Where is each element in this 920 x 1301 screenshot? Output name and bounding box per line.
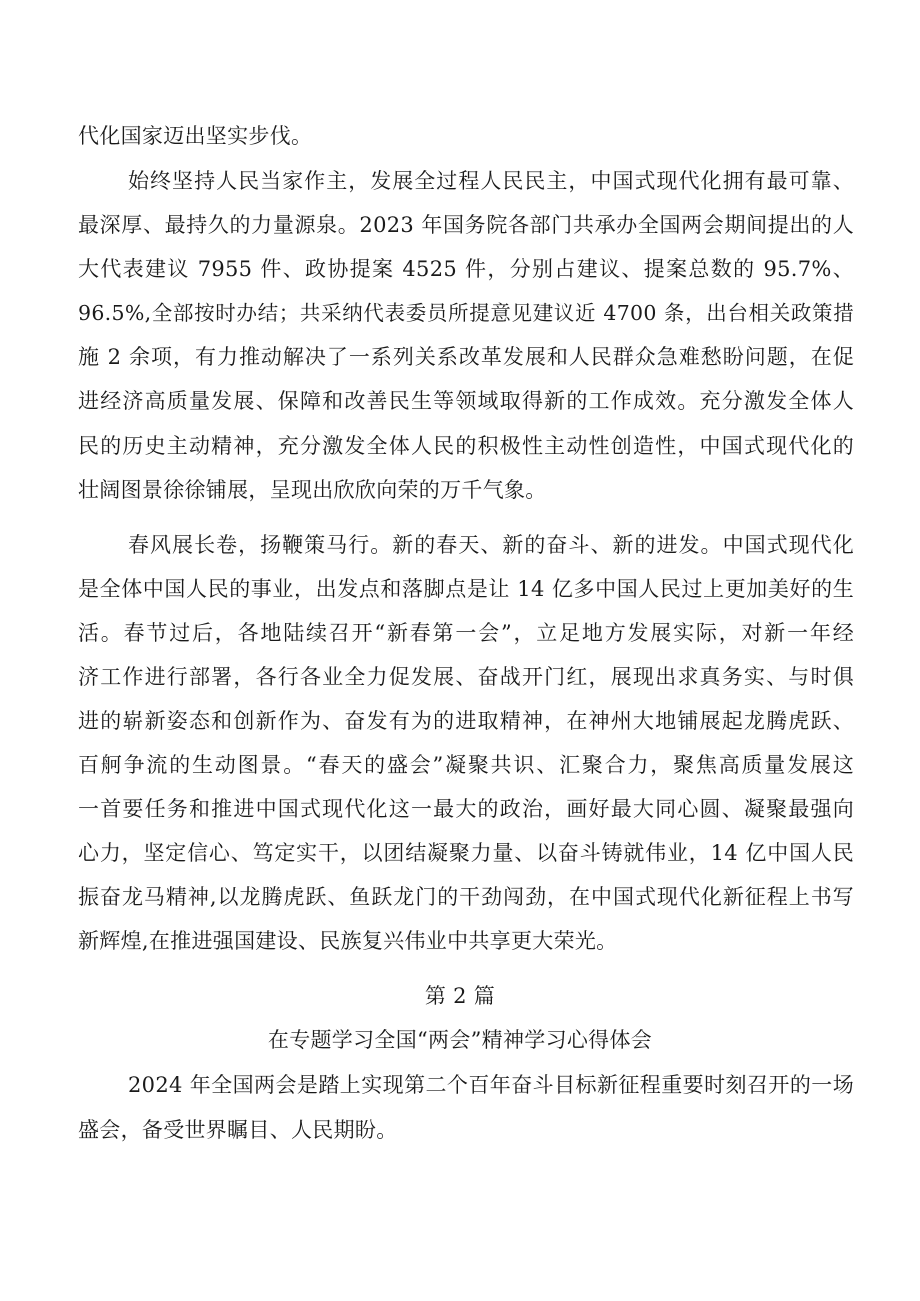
paragraph-4-line-1: 2024 年全国两会是踏上实现第二个百年奋斗目标新征程重要时刻召开的一场 xyxy=(128,1073,854,1097)
paragraph-2-line-1: 始终坚持人民当家作主，发展全过程人民民主，中国式现代化拥有最可靠、 xyxy=(128,169,854,193)
paragraph-3-line-6: 百舸争流的生动图景。“春天的盛会”凝聚共识、汇聚合力，聚焦高质量发展这 xyxy=(78,753,854,777)
paragraph-2-line-8: 壮阔图景徐徐铺展，呈现出欣欣向荣的万千气象。 xyxy=(78,478,547,502)
paragraph-2-line-2: 最深厚、最持久的力量源泉。2023 年国务院各部门共承办全国两会期间提出的人 xyxy=(78,213,854,237)
paragraph-2-line-3: 大代表建议 7955 件、政协提案 4525 件，分别占建议、提案总数的 95.7%、 xyxy=(78,257,854,281)
paragraph-2-line-5: 施 2 余项，有力推动解决了一系列关系改革发展和人民群众急难愁盼问题，在促 xyxy=(78,345,854,369)
section-number: 第 2 篇 xyxy=(424,984,496,1008)
paragraph-4-line-2: 盛会，备受世界瞩目、人民期盼。 xyxy=(78,1118,398,1142)
paragraph-2-line-6: 进经济高质量发展、保障和改善民生等领域取得新的工作成效。充分激发全体人 xyxy=(78,389,854,413)
paragraph-3-line-5: 进的崭新姿态和创新作为、奋发有为的进取精神，在神州大地铺展起龙腾虎跃、 xyxy=(78,709,854,733)
paragraph-3-line-4: 济工作进行部署，各行各业全力促发展、奋战开门红，展现出求真务实、与时俱 xyxy=(78,665,854,689)
paragraph-3-line-1: 春风展长卷，扬鞭策马行。新的春天、新的奋斗、新的进发。中国式现代化 xyxy=(128,533,854,557)
paragraph-3-line-7: 一首要任务和推进中国式现代化这一最大的政治，画好最大同心圆、凝聚最强向 xyxy=(78,797,854,821)
paragraph-2-line-7: 民的历史主动精神，充分激发全体人民的积极性主动性创造性，中国式现代化的 xyxy=(78,434,854,458)
section-title: 在专题学习全国“两会”精神学习心得体会 xyxy=(267,1028,653,1052)
paragraph-2-line-4: 96.5%,全部按时办结；共采纳代表委员所提意见建议近 4700 条，出台相关政策措 xyxy=(78,301,854,325)
paragraph-3-line-9: 振奋龙马精神,以龙腾虎跃、鱼跃龙门的干劲闯劲，在中国式现代化新征程上书写 xyxy=(78,885,854,909)
paragraph-3-line-10: 新辉煌,在推进强国建设、民族复兴伟业中共享更大荣光。 xyxy=(78,929,618,953)
paragraph-1-line-1: 代化国家迈出坚实步伐。 xyxy=(78,124,313,148)
paragraph-3-line-3: 活。春节过后，各地陆续召开“新春第一会”，立足地方发展实际，对新一年经 xyxy=(78,621,854,645)
paragraph-3-line-2: 是全体中国人民的事业，出发点和落脚点是让 14 亿多中国人民过上更加美好的生 xyxy=(78,577,854,601)
paragraph-3-line-8: 心力，坚定信心、笃定实干，以团结凝聚力量、以奋斗铸就伟业，14 亿中国人民 xyxy=(78,841,854,865)
